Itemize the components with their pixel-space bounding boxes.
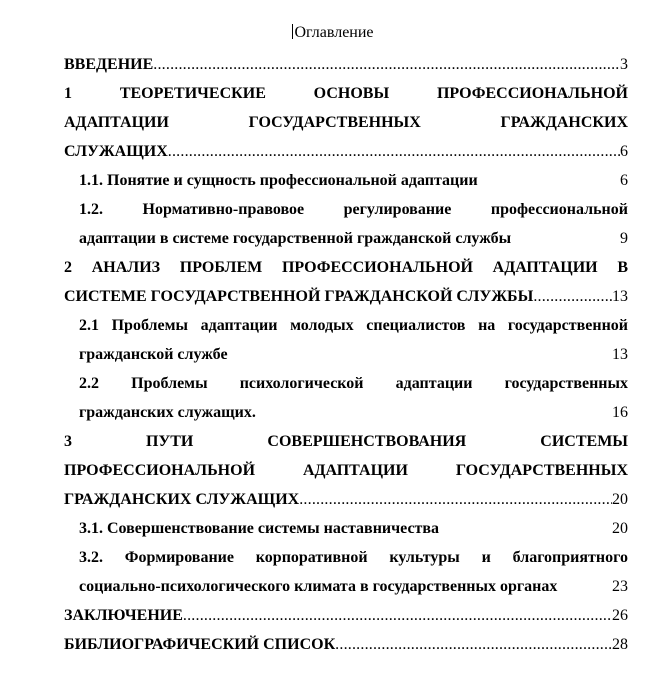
toc-entry-title-line: социально-психологического климата в государственных органах [79,578,558,595]
toc-entry-title-line: 3 ПУТИ СОВЕРШЕНСТВОВАНИЯ СИСТЕМЫ [64,433,628,450]
toc-entry-section-3-1[interactable] [64,514,628,543]
toc-entry-chapter-2[interactable] [64,253,628,311]
toc-entry-section-2-1[interactable] [64,311,628,369]
toc-entry-title-line: гражданской службе [79,346,228,363]
toc-entry-title-line: 2.2 Проблемы психологической адаптации государственных [79,375,628,392]
toc-entry-title-line: гражданских служащих. [79,404,256,421]
page-number: 26 [612,607,628,624]
dot-leader [153,50,620,79]
table-of-contents [64,50,628,659]
toc-entry-title-line: 3.2. Формирование корпоративной культуры и благоприятного [79,549,628,566]
toc-heading-text: Оглавление [294,24,374,41]
page-number: 23 [612,578,628,595]
toc-entry-chapter-1[interactable] [64,79,628,166]
toc-entry-title-line: 1.2. Нормативно-правовое регулирование профессиональной [79,201,628,218]
dot-leader [168,137,620,166]
page-number: 16 [612,404,628,421]
toc-entry-title-line: СЛУЖАЩИХ [64,143,168,160]
toc-entry-bibliography[interactable] [64,630,628,659]
toc-entry-section-3-2[interactable] [64,543,628,601]
toc-entry-section-1-1[interactable] [64,166,628,195]
page-number: 13 [612,288,628,305]
page-number: 20 [612,491,628,508]
toc-entry-title-line: ПРОФЕССИОНАЛЬНОЙ АДАПТАЦИИ ГОСУДАРСТВЕННЫХ [64,462,628,479]
dot-leader [335,630,612,659]
toc-entry-title-line: адаптации в системе государственной гражданской службы [79,230,512,247]
dot-leader [183,601,612,630]
toc-entry-title-line: 2 АНАЛИЗ ПРОБЛЕМ ПРОФЕССИОНАЛЬНОЙ АДАПТАЦИИ В [64,259,628,276]
toc-entry-chapter-3[interactable] [64,427,628,514]
toc-entry-title: БИБЛИОГРАФИЧЕСКИЙ СПИСОК [64,636,336,653]
page-number: 28 [612,636,628,653]
toc-entry-section-2-2[interactable] [64,369,628,427]
toc-entry-title-line: 1 ТЕОРЕТИЧЕСКИЕ ОСНОВЫ ПРОФЕССИОНАЛЬНОЙ [64,85,628,102]
toc-entry-introduction[interactable] [64,50,628,79]
page-number: 6 [620,143,628,160]
dot-leader [299,485,612,514]
page-number: 13 [612,346,628,363]
toc-entry-title-line: АДАПТАЦИИ ГОСУДАРСТВЕННЫХ ГРАЖДАНСКИХ [64,114,628,131]
toc-entry-title: ВВЕДЕНИЕ [64,56,154,73]
toc-entry-title: ЗАКЛЮЧЕНИЕ [64,607,183,624]
toc-entry-title-line: ГРАЖДАНСКИХ СЛУЖАЩИХ [64,491,300,508]
dot-leader [533,282,612,311]
toc-entry-title: 3.1. Совершенствование системы наставничества [79,520,440,537]
toc-entry-title-line: СИСТЕМЕ ГОСУДАРСТВЕННОЙ ГРАЖДАНСКОЙ СЛУЖБЫ [64,288,534,305]
page-number: 9 [620,230,628,247]
toc-entry-section-1-2[interactable] [64,195,628,253]
toc-heading [0,24,666,42]
page-number: 3 [620,56,628,73]
toc-entry-title: 1.1. Понятие и сущность профессиональной адаптации [79,172,478,189]
toc-entry-conclusion[interactable] [64,601,628,630]
page-number: 20 [612,520,628,537]
toc-entry-title-line: 2.1 Проблемы адаптации молодых специалистов на государственной [79,317,628,334]
page-number: 6 [620,172,628,189]
